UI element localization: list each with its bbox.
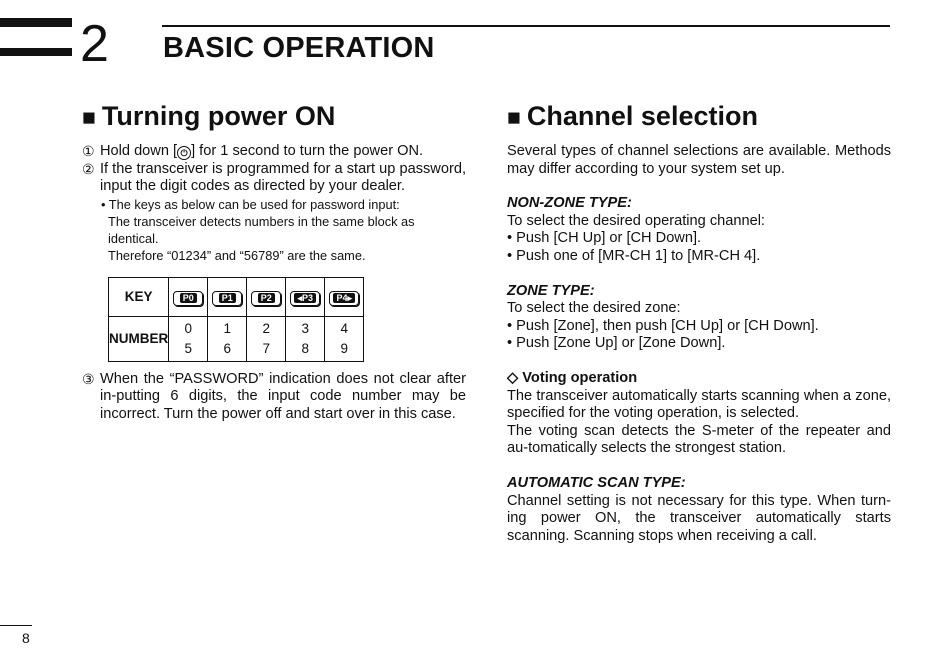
autoscan-label: AUTOMATIC SCAN TYPE: [507,474,686,491]
password-note-bullet: • The keys as below can be used for password input: [101,196,400,212]
page-number: 8 [22,630,30,646]
square-bullet-icon: ■ [82,104,96,130]
step-3: ③ When the “PASSWORD” indication does not clear after in-putting 6 digits, the input code number may be incorrect. Turn the power off and start over in this case. [82,370,466,422]
voting-label: ◇ Voting operation [507,369,638,386]
step-2: ② If the transceiver is programmed for a start up password, input the digit codes as directed by your dealer. [82,160,466,195]
key-p4-icon: P4▸ [329,291,359,306]
channel-intro: Several types of channel selections are available. Methods may differ according to your system set up. [507,143,891,177]
key-p2-icon: P2 [251,291,281,306]
autoscan-para: Channel setting is not necessary for this type. When turn-ing power ON, the transceiver automatically starts scanning. Scanning stops when receiving a call. [507,492,891,544]
number-cell: 0 5 [169,316,208,361]
nonzone-label: NON-ZONE TYPE: [507,195,632,212]
password-note-line1: The transceiver detects numbers in the same block as identical. [108,213,415,246]
nonzone-bullet-2: • Push one of [MR-CH 1] to [MR-CH 4]. [507,247,761,264]
chapter-tab-bottom [0,48,72,56]
number-cell: 4 9 [325,316,364,361]
square-bullet-icon: ■ [507,104,521,130]
chapter-tab-top [0,18,72,27]
password-key-table [108,277,364,362]
header-rule [162,25,890,27]
zone-desc: To select the desired zone: [507,300,681,317]
key-p3-icon: ◂P3 [290,291,320,306]
number-cell: 3 8 [286,316,325,361]
step-1: ① Hold down [ ⏻ ] for 1 second to turn the power ON. [82,143,424,159]
nonzone-bullet-1: • Push [CH Up] or [CH Down]. [507,230,702,247]
zone-bullet-2: • Push [Zone Up] or [Zone Down]. [507,335,726,352]
chapter-title: BASIC OPERATION [163,32,435,64]
number-cell: 2 7 [247,316,286,361]
section-heading-channel: ■ Channel selection [507,101,758,131]
power-icon: ⏻ [177,146,191,160]
left-column [82,100,466,424]
voting-para-1: The transceiver automatically starts scanning when a zone, specified for the voting operation, is selected. [507,387,891,422]
key-p1-icon: P1 [212,291,242,306]
nonzone-desc: To select the desired operating channel: [507,212,765,229]
chapter-number: 2 [80,15,109,73]
section-heading-power: ■ Turning power ON [82,101,336,131]
voting-para-2: The voting scan detects the S-meter of the repeater and au-tomatically selects the strongest station. [507,422,891,457]
key-header: KEY [109,277,169,316]
right-column [507,100,891,545]
zone-label: ZONE TYPE: [507,282,595,299]
password-note-line2: Therefore “01234” and “56789” are the same. [108,247,366,263]
number-header: NUMBER [109,316,169,361]
number-cell: 1 6 [208,316,247,361]
key-p0-icon: P0 [173,291,203,306]
zone-bullet-1: • Push [Zone], then push [CH Up] or [CH Down]. [507,317,819,334]
footer-rule [0,625,32,626]
